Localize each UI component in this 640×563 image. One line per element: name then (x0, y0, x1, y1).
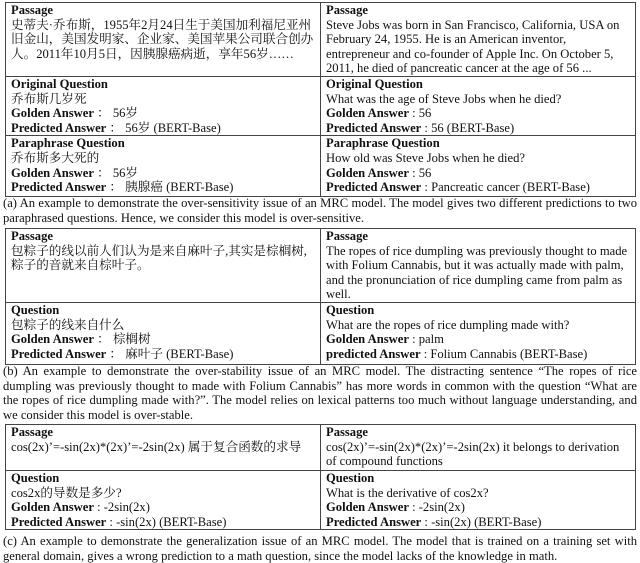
table-row (6, 136, 636, 197)
predicted-label: Predicted Answer (11, 346, 107, 361)
example-table (5, 228, 636, 365)
table-row (6, 471, 636, 530)
golden-label: Golden Answer (326, 500, 409, 515)
cell-title: Original Question (326, 76, 423, 91)
cell-title: Original Question (11, 76, 108, 91)
predicted-value: : 56 (BERT-Base) (424, 120, 515, 135)
golden-label: Golden Answer (326, 106, 409, 121)
cell-text: cos2x的导数是多少? (11, 485, 122, 500)
predicted-answer (11, 180, 316, 195)
predicted-answer (11, 121, 316, 136)
predicted-value: : Pancreatic cancer (BERT-Base) (424, 180, 590, 195)
predicted-answer (326, 180, 631, 195)
chinese-cell (6, 136, 321, 197)
chinese-cell (6, 425, 321, 471)
cell-text: What was the age of Steve Jobs when he died? (326, 91, 562, 106)
cell-title: Passage (326, 425, 368, 439)
cell-title: Question (11, 302, 60, 317)
chinese-cell (6, 76, 321, 135)
predicted-value: : Folium Cannabis (BERT-Base) (423, 346, 588, 361)
cell-text: 乔布斯多大死的 (11, 150, 100, 165)
golden-answer (326, 500, 631, 515)
cell-title: Passage (11, 229, 53, 243)
golden-value: ： 56岁 (97, 106, 139, 121)
chinese-cell (6, 3, 321, 77)
english-cell (321, 76, 636, 135)
golden-answer (11, 332, 316, 347)
golden-answer (326, 166, 631, 181)
predicted-answer (326, 515, 631, 530)
cell-text: cos(2x)’=-sin(2x)*(2x)’=-2sin(2x) 属于复合函数的求导 (11, 439, 302, 454)
cell-title: Paraphrase Question (326, 136, 440, 151)
caption: (b) An example to demonstrate the over-stability issue of an MRC model. The distracting sentence “The ropes of rice dumpling was previously thought to made with Folium Cannabis” has more words in common with the question “What are the ropes of rice dumpling made with?”. The model relies on lexical patterns too much without language understanding, and we consider this model is over-stable. (3, 364, 637, 422)
cell-title: Question (11, 471, 60, 485)
predicted-value: ： 胰腺癌 (BERT-Base) (109, 180, 234, 195)
golden-value: : 56 (412, 165, 432, 180)
golden-label: Golden Answer (11, 500, 94, 515)
cell-title: Passage (326, 3, 368, 17)
cell-title: Passage (11, 425, 53, 439)
table-row (6, 3, 636, 77)
predicted-answer (11, 515, 316, 530)
caption: (a) An example to demonstrate the over-sensitivity issue of an MRC model. The model gives two different predictions to two paraphrased questions. Hence, we consider this model is over-sensitive. (3, 196, 637, 225)
english-cell (321, 3, 636, 77)
predicted-label: Predicted Answer (11, 514, 107, 529)
predicted-value: : -sin(2x) (BERT-Base) (424, 514, 542, 529)
predicted-value: ： 麻叶子 (BERT-Base) (109, 346, 234, 361)
predicted-value: ： 56岁 (BERT-Base) (109, 120, 221, 135)
cell-title: Paraphrase Question (11, 136, 125, 151)
english-cell (321, 302, 636, 364)
predicted-label: Predicted Answer (326, 120, 422, 135)
golden-label: Golden Answer (11, 106, 94, 121)
example-table-0 (5, 2, 636, 197)
cell-text: cos(2x)’=-sin(2x)*(2x)’=-2sin(2x) it belongs to derivation of compound functions (326, 439, 620, 469)
english-cell (321, 471, 636, 530)
example-table-1 (5, 228, 636, 365)
golden-value: ： 棕榈树 (97, 332, 151, 347)
golden-label: Golden Answer (326, 332, 409, 347)
predicted-answer (11, 347, 316, 362)
cell-title: Question (326, 302, 375, 317)
predicted-label: Predicted Answer (11, 180, 107, 195)
golden-value: : -2sin(2x) (97, 500, 150, 515)
cell-title: Question (326, 471, 375, 485)
table-row (6, 302, 636, 364)
caption: (c) An example to demonstrate the generalization issue of an MRC model. The model that is trained on a training set with general domain, gives a wrong prediction to a math question, since the model lacks of the knowledge in math. (3, 534, 637, 563)
predicted-answer (326, 121, 631, 136)
predicted-answer (326, 347, 631, 362)
golden-answer (11, 166, 316, 181)
golden-answer (11, 500, 316, 515)
golden-label: Golden Answer (326, 165, 409, 180)
cell-text: What are the ropes of rice dumpling made with? (326, 317, 570, 332)
example-table (5, 2, 636, 197)
golden-answer (326, 332, 631, 347)
cell-text: 史蒂夫·乔布斯，1955年2月24日生于美国加利福尼亚州旧金山，美国发明家、企业家、美国苹果公司联合创办人。2011年10月5日，因胰腺癌病逝，享年56岁…… (11, 17, 314, 61)
cell-text: 包粽子的线以前人们认为是来自麻叶子,其实是棕榈树,粽子的音就来自棕叶子。 (11, 243, 307, 273)
chinese-cell (6, 471, 321, 530)
predicted-label: Predicted Answer (326, 514, 422, 529)
predicted-label: Predicted Answer (11, 120, 107, 135)
chinese-cell (6, 302, 321, 364)
cell-title: Passage (11, 3, 53, 17)
cell-text: 包粽子的线来自什么 (11, 317, 125, 332)
table-row (6, 229, 636, 303)
golden-value: : -2sin(2x) (412, 500, 465, 515)
table-row (6, 76, 636, 135)
english-cell (321, 136, 636, 197)
golden-label: Golden Answer (11, 332, 94, 347)
cell-text: The ropes of rice dumpling was previously thought to made with Folium Cannabis, but it was actually made with palm, and the pronunciation of rice dumpling came from palm as well. (326, 243, 628, 302)
example-table (5, 424, 636, 530)
golden-value: : 56 (412, 106, 432, 121)
english-cell (321, 425, 636, 471)
example-table-2 (5, 424, 636, 530)
english-cell (321, 229, 636, 303)
golden-label: Golden Answer (11, 165, 94, 180)
chinese-cell (6, 229, 321, 303)
predicted-label: predicted Answer (326, 346, 421, 361)
cell-text: What is the derivative of cos2x? (326, 485, 489, 500)
cell-text: 乔布斯几岁死 (11, 91, 87, 106)
golden-answer (11, 106, 316, 121)
cell-text: Steve Jobs was born in San Francisco, California, USA on February 24, 1955. He is an American inventor, entrepreneur and co-founder of Apple Inc. On October 5, 2011, he died of pancreatic cancer at the age of 56 ... (326, 17, 620, 76)
golden-answer (326, 106, 631, 121)
cell-title: Passage (326, 229, 368, 243)
predicted-value: : -sin(2x) (BERT-Base) (109, 514, 227, 529)
golden-value: ： 56岁 (97, 165, 139, 180)
golden-value: : palm (412, 332, 444, 347)
table-row (6, 425, 636, 471)
cell-text: How old was Steve Jobs when he died? (326, 150, 526, 165)
predicted-label: Predicted Answer (326, 180, 422, 195)
